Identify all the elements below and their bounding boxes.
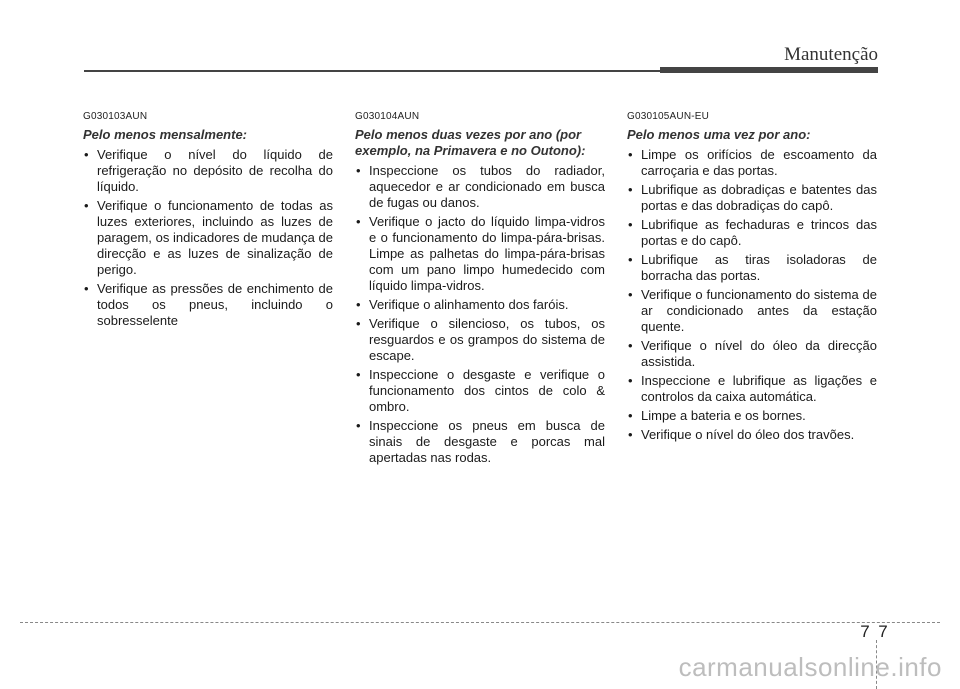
column-monthly (83, 111, 333, 332)
checklist (355, 163, 605, 466)
list-item: • Inspeccione os pneus em busca de sinais de desgaste e porcas mal apertadas nas rodas. (355, 418, 605, 466)
section-code: G030103AUN (83, 111, 148, 122)
section-heading: Pelo menos mensalmente: (83, 127, 247, 142)
page-header-title: Manutenção (784, 44, 878, 65)
column-twice-yearly (355, 111, 605, 469)
chapter-number: 7 (860, 622, 870, 641)
list-item: • Limpe a bateria e os bornes. (627, 408, 877, 424)
list-item: • Inspeccione e lubrifique as ligações e controlos da caixa automática. (627, 373, 877, 405)
list-item: • Inspeccione os tubos do radiador, aquecedor e ar condicionado em busca de fugas ou danos. (355, 163, 605, 211)
list-item: • Lubrifique as dobradiças e batentes das portas e das dobradiças do capô. (627, 182, 877, 214)
section-heading: Pelo menos uma vez por ano: (627, 127, 811, 142)
page-index: 7 (878, 622, 888, 641)
header-rule (84, 70, 660, 72)
section-code: G030104AUN (355, 111, 420, 122)
page-number (858, 622, 890, 642)
list-item: • Lubrifique as fechaduras e trincos das portas e do capô. (627, 217, 877, 249)
column-yearly (627, 111, 877, 446)
list-item: • Inspeccione o desgaste e verifique o funcionamento dos cintos de colo & ombro. (355, 367, 605, 415)
list-item: • Lubrifique as tiras isoladoras de borracha das portas. (627, 252, 877, 284)
list-item: • Verifique o nível do óleo dos travões. (627, 427, 877, 443)
list-item: • Verifique o nível do óleo da direcção assistida. (627, 338, 877, 370)
checklist (627, 147, 877, 443)
list-item: • Verifique o nível do líquido de refrigeração no depósito de recolha do líquido. (83, 147, 333, 195)
header-rule-accent (660, 67, 878, 73)
footer-rule (20, 622, 940, 623)
list-item: • Verifique o alinhamento dos faróis. (355, 297, 605, 313)
list-item: • Verifique o silencioso, os tubos, os resguardos e os grampos do sistema de escape. (355, 316, 605, 364)
list-item: • Verifique o funcionamento de todas as luzes exteriores, incluindo as luzes de paragem, os indicadores de mudança de direcção e as luzes de sinalização de perigo. (83, 198, 333, 278)
list-item: • Verifique o funcionamento do sistema de ar condicionado antes da estação quente. (627, 287, 877, 335)
list-item: • Limpe os orifícios de escoamento da carroçaria e das portas. (627, 147, 877, 179)
watermark: carmanualsonline.info (678, 652, 942, 682)
list-item: • Verifique as pressões de enchimento de todos os pneus, incluindo o sobresselente (83, 281, 333, 329)
checklist (83, 147, 333, 329)
list-item: • Verifique o jacto do líquido limpa-vidros e o funcionamento do limpa-pára-brisas. Limpe as palhetas do limpa-pára-brisas com um pano limpo humedecido com líquido limpa-vidros. (355, 214, 605, 294)
section-code: G030105AUN-EU (627, 111, 710, 122)
section-heading: Pelo menos duas vezes por ano (por exemplo, na Primavera e no Outono): (355, 127, 586, 158)
